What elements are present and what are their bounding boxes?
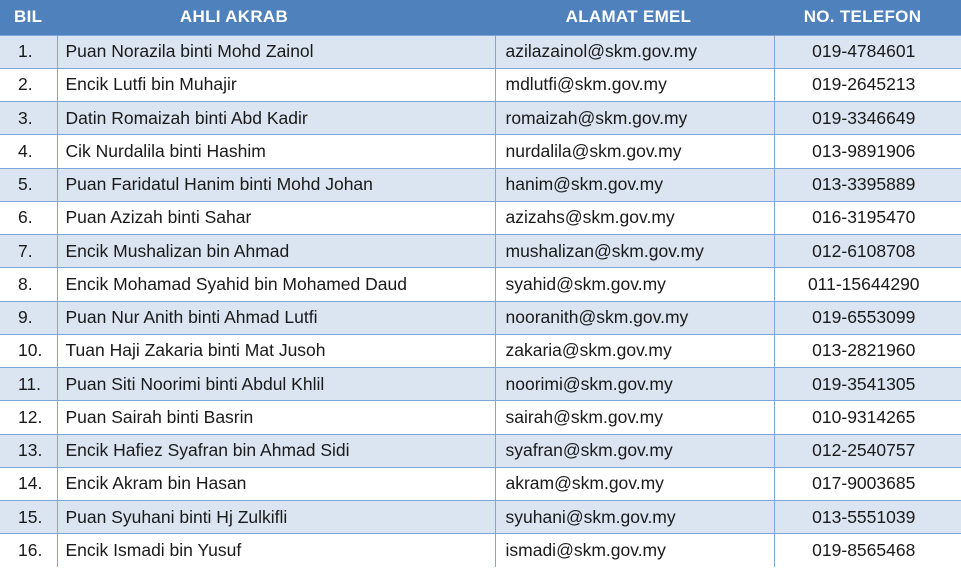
header-phone: NO. TELEFON: [774, 0, 961, 35]
email-address: akram@skm.gov.my: [495, 467, 774, 500]
member-name: Encik Mushalizan bin Ahmad: [57, 235, 495, 268]
phone-number: 013-3395889: [774, 168, 961, 201]
table-row: [0, 368, 961, 401]
row-number: 8.: [0, 268, 57, 301]
member-name: Puan Azizah binti Sahar: [57, 201, 495, 234]
phone-number: 019-4784601: [774, 35, 961, 68]
table-row: [0, 102, 961, 135]
member-name: Puan Syuhani binti Hj Zulkifli: [57, 501, 495, 534]
row-number: 12.: [0, 401, 57, 434]
header-email: ALAMAT EMEL: [495, 0, 774, 35]
table-header: [0, 0, 961, 35]
table-row: [0, 401, 961, 434]
table-row: [0, 35, 961, 68]
email-address: nurdalila@skm.gov.my: [495, 135, 774, 168]
phone-number: 019-6553099: [774, 301, 961, 334]
row-number: 3.: [0, 102, 57, 135]
member-name: Encik Akram bin Hasan: [57, 467, 495, 500]
phone-number: 016-3195470: [774, 201, 961, 234]
row-number: 15.: [0, 501, 57, 534]
row-number: 4.: [0, 135, 57, 168]
table-row: [0, 235, 961, 268]
member-name: Puan Faridatul Hanim binti Mohd Johan: [57, 168, 495, 201]
phone-number: 019-8565468: [774, 534, 961, 567]
table-row: [0, 268, 961, 301]
table-row: [0, 501, 961, 534]
phone-number: 017-9003685: [774, 467, 961, 500]
phone-number: 019-3541305: [774, 368, 961, 401]
phone-number: 011-15644290: [774, 268, 961, 301]
member-name: Encik Mohamad Syahid bin Mohamed Daud: [57, 268, 495, 301]
table-row: [0, 201, 961, 234]
phone-number: 013-2821960: [774, 334, 961, 367]
row-number: 1.: [0, 35, 57, 68]
header-name: AHLI AKRAB: [57, 0, 495, 35]
row-number: 2.: [0, 68, 57, 101]
member-name: Encik Hafiez Syafran bin Ahmad Sidi: [57, 434, 495, 467]
email-address: azilazainol@skm.gov.my: [495, 35, 774, 68]
table-row: [0, 334, 961, 367]
email-address: zakaria@skm.gov.my: [495, 334, 774, 367]
phone-number: 012-6108708: [774, 235, 961, 268]
phone-number: 019-3346649: [774, 102, 961, 135]
header-bil: BIL: [0, 0, 57, 35]
member-name: Encik Ismadi bin Yusuf: [57, 534, 495, 567]
phone-number: 013-5551039: [774, 501, 961, 534]
table-row: [0, 534, 961, 567]
email-address: mushalizan@skm.gov.my: [495, 235, 774, 268]
row-number: 10.: [0, 334, 57, 367]
table-row: [0, 467, 961, 500]
member-name: Tuan Haji Zakaria binti Mat Jusoh: [57, 334, 495, 367]
member-name: Puan Nur Anith binti Ahmad Lutfi: [57, 301, 495, 334]
email-address: noorimi@skm.gov.my: [495, 368, 774, 401]
row-number: 11.: [0, 368, 57, 401]
email-address: hanim@skm.gov.my: [495, 168, 774, 201]
table-row: [0, 68, 961, 101]
table-row: [0, 301, 961, 334]
row-number: 5.: [0, 168, 57, 201]
member-name: Puan Norazila binti Mohd Zainol: [57, 35, 495, 68]
member-name: Cik Nurdalila binti Hashim: [57, 135, 495, 168]
member-name: Encik Lutfi bin Muhajir: [57, 68, 495, 101]
email-address: azizahs@skm.gov.my: [495, 201, 774, 234]
header-row: [0, 0, 961, 35]
phone-number: 019-2645213: [774, 68, 961, 101]
table-row: [0, 168, 961, 201]
email-address: syahid@skm.gov.my: [495, 268, 774, 301]
email-address: romaizah@skm.gov.my: [495, 102, 774, 135]
member-name: Puan Sairah binti Basrin: [57, 401, 495, 434]
email-address: mdlutfi@skm.gov.my: [495, 68, 774, 101]
row-number: 6.: [0, 201, 57, 234]
email-address: nooranith@skm.gov.my: [495, 301, 774, 334]
email-address: ismadi@skm.gov.my: [495, 534, 774, 567]
row-number: 9.: [0, 301, 57, 334]
member-name: Datin Romaizah binti Abd Kadir: [57, 102, 495, 135]
phone-number: 010-9314265: [774, 401, 961, 434]
phone-number: 013-9891906: [774, 135, 961, 168]
table-row: [0, 434, 961, 467]
email-address: sairah@skm.gov.my: [495, 401, 774, 434]
row-number: 7.: [0, 235, 57, 268]
email-address: syuhani@skm.gov.my: [495, 501, 774, 534]
phone-number: 012-2540757: [774, 434, 961, 467]
email-address: syafran@skm.gov.my: [495, 434, 774, 467]
row-number: 13.: [0, 434, 57, 467]
member-name: Puan Siti Noorimi binti Abdul Khlil: [57, 368, 495, 401]
row-number: 14.: [0, 467, 57, 500]
table-body: [0, 35, 961, 567]
row-number: 16.: [0, 534, 57, 567]
table-row: [0, 135, 961, 168]
